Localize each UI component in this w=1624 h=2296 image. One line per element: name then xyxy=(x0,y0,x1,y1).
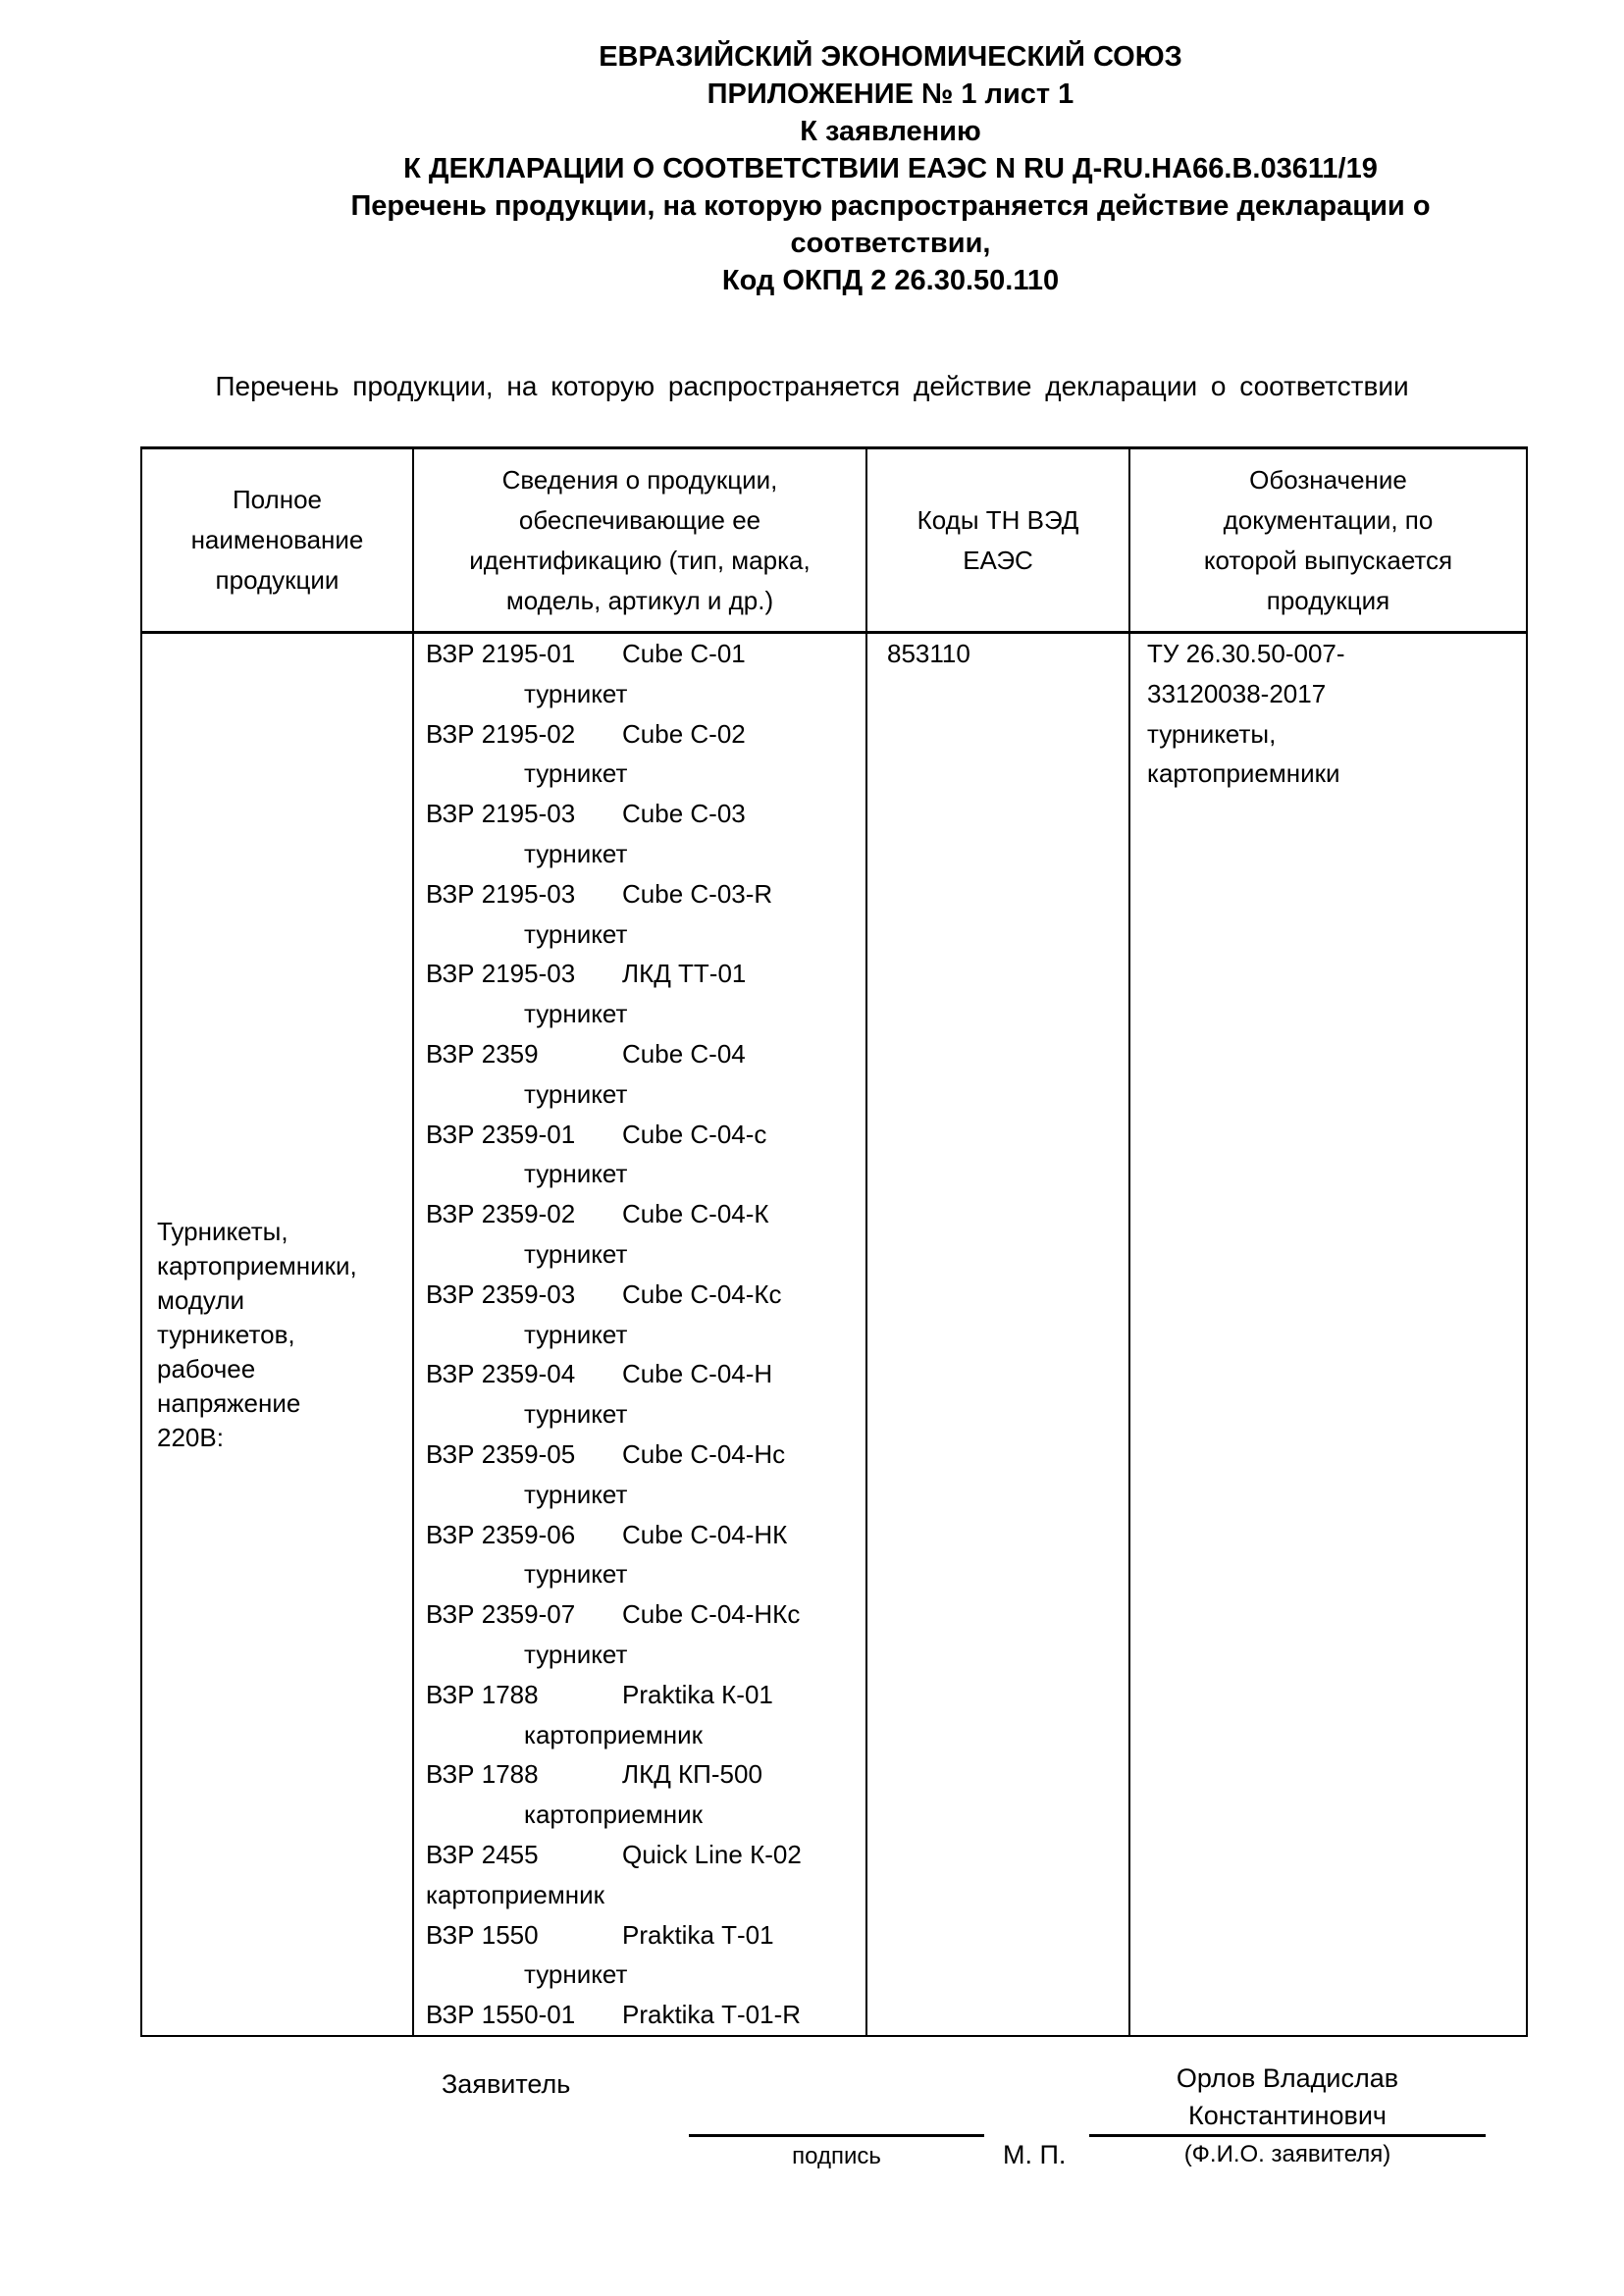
table-header-row xyxy=(141,448,1527,633)
text-line: модули xyxy=(157,1284,245,1315)
text-line: 220В: xyxy=(157,1422,224,1452)
product-model-line xyxy=(426,1515,860,1555)
signature-block xyxy=(689,2037,984,2170)
cell-product-list xyxy=(413,633,866,2037)
product-type-line: картоприемник xyxy=(524,1719,704,1749)
products-table xyxy=(140,446,1528,2037)
product-code: ВЗР 2359-04 xyxy=(426,1359,576,1389)
text-line: наименование xyxy=(190,525,364,554)
product-code: ВЗР 2359-06 xyxy=(426,1519,576,1549)
header-cell-documentation xyxy=(1129,448,1527,633)
product-code: ВЗР 2195-03 xyxy=(426,959,576,989)
product-code: ВЗР 1550 xyxy=(426,1919,539,1950)
product-name: Cube C-02 xyxy=(622,718,746,749)
product-code: ВЗР 2359-07 xyxy=(426,1599,576,1630)
product-model-line xyxy=(426,1594,860,1635)
product-model-line xyxy=(426,1835,860,1875)
title-line: Код ОКПД 2 26.30.50.110 xyxy=(721,265,1060,296)
text-line: 33120038-2017 xyxy=(1147,678,1327,708)
text-line: ЕАЭС xyxy=(963,545,1033,575)
title-line: соответствии, xyxy=(790,228,991,259)
product-name: Cube C-03 xyxy=(622,799,746,829)
product-code: ВЗР 1550-01 xyxy=(426,2000,576,2030)
text-line: ТУ 26.30.50-007- xyxy=(1147,639,1345,668)
title-line: ЕВРАЗИЙСКИЙ ЭКОНОМИЧЕСКИЙ СОЮЗ xyxy=(599,41,1182,73)
product-model-line xyxy=(426,1675,860,1715)
product-name: ЛКД ТТ-01 xyxy=(622,959,747,989)
cell-product-full-name xyxy=(141,633,413,2037)
product-name: Praktika Т-01-R xyxy=(622,2000,802,2030)
product-model-line xyxy=(426,794,860,834)
title-line: ПРИЛОЖЕНИЕ № 1 лист 1 xyxy=(707,78,1074,110)
product-code: ВЗР 2195-02 xyxy=(426,718,576,749)
text-line: модель, артикул и др.) xyxy=(505,585,774,615)
text-line: турникеты, xyxy=(1147,718,1277,749)
product-type-line: турникет xyxy=(524,1479,628,1509)
product-name: Cube C-04-Нс xyxy=(622,1438,786,1469)
product-code: ВЗР 2359-01 xyxy=(426,1119,576,1149)
product-code: ВЗР 2455 xyxy=(426,1839,539,1869)
text-line: Полное xyxy=(232,485,323,514)
product-model-line xyxy=(426,1354,860,1394)
product-name: ЛКД КП-500 xyxy=(622,1759,762,1790)
product-model-line xyxy=(426,1995,860,2035)
fio-block xyxy=(1089,2060,1486,2168)
product-model-line xyxy=(426,1754,860,1795)
product-name: Cube C-04 xyxy=(622,1038,746,1069)
product-model-line xyxy=(426,634,860,674)
text-line: идентификацию (тип, марка, xyxy=(469,545,811,575)
applicant-label: Заявитель xyxy=(442,2069,571,2099)
text-line: картоприемники, xyxy=(157,1250,357,1280)
product-code: ВЗР 2359-02 xyxy=(426,1199,576,1229)
text-line: Орлов Владислав xyxy=(1176,2063,1399,2093)
product-model-line xyxy=(426,954,860,994)
product-name: Quick Line К-02 xyxy=(622,1839,802,1869)
text-line: рабочее xyxy=(157,1353,256,1383)
product-type-line: турникет xyxy=(524,1399,628,1430)
text-line: документации, по xyxy=(1223,504,1434,535)
table-body-row xyxy=(141,633,1527,2037)
product-code: ВЗР 1788 xyxy=(426,1679,539,1709)
product-code: ВЗР 2195-03 xyxy=(426,878,576,909)
product-type-line: турникет xyxy=(524,1319,628,1349)
fio-line xyxy=(1089,2134,1486,2137)
signature-caption: подпись xyxy=(792,2143,881,2169)
product-name: Praktika Т-01 xyxy=(622,1919,774,1950)
text-line: которой выпускается xyxy=(1203,545,1453,575)
document-title-block xyxy=(0,0,1624,299)
text-line: напряжение xyxy=(157,1387,301,1418)
text-line: Турникеты, xyxy=(157,1216,288,1246)
product-code: ВЗР 2359-03 xyxy=(426,1278,576,1309)
tnved-code: 853110 xyxy=(887,639,970,668)
product-name: Cube C-04-НКс xyxy=(622,1599,801,1630)
product-code: ВЗР 2359-05 xyxy=(426,1438,576,1469)
text-line: Коды ТН ВЭД xyxy=(917,504,1079,535)
product-name: Cube C-04-НК xyxy=(622,1519,788,1549)
cell-tnved-code xyxy=(866,633,1129,2037)
product-type-line: турникет xyxy=(524,1159,628,1189)
header-cell-product-info xyxy=(413,448,866,633)
product-model-line xyxy=(426,1435,860,1475)
product-model-line xyxy=(426,874,860,914)
title-line: К заявлению xyxy=(800,116,981,147)
product-type-line: турникет xyxy=(524,1559,628,1590)
applicant-name xyxy=(1089,2060,1486,2134)
product-model-line xyxy=(426,1115,860,1155)
title-line: Перечень продукции, на которую распространяется действие декларации о xyxy=(350,190,1431,222)
product-model-line xyxy=(426,1194,860,1234)
text-line: продукции xyxy=(215,565,340,595)
text-line: обеспечивающие ее xyxy=(518,504,761,535)
product-name: Cube C-04-К xyxy=(622,1199,769,1229)
document-subtitle: Перечень продукции, на которую распространяется действие декларации о соответствии xyxy=(215,371,1409,401)
product-model-line xyxy=(426,1915,860,1956)
product-type-line: турникет xyxy=(524,1959,628,1990)
product-model-line xyxy=(426,1275,860,1315)
product-code: ВЗР 2195-01 xyxy=(426,639,576,668)
header-cell-full-name xyxy=(141,448,413,633)
product-type-line: турникет xyxy=(524,1639,628,1669)
product-model-line xyxy=(426,714,860,755)
text-line: турникетов, xyxy=(157,1319,295,1349)
product-name: Cube C-03-R xyxy=(622,878,773,909)
product-type-line: турникет xyxy=(524,678,628,708)
text-line: картоприемники xyxy=(1147,758,1340,789)
product-name: Cube C-04-Кс xyxy=(622,1278,782,1309)
title-line: К ДЕКЛАРАЦИИ О СООТВЕТСТВИИ ЕАЭС N RU Д-RU.НА66.В.03611/19 xyxy=(403,153,1378,184)
product-type-line: турникет xyxy=(524,1078,628,1109)
text-line: Обозначение xyxy=(1249,464,1407,495)
stamp-label: М. П. xyxy=(1003,2140,1067,2169)
product-code: ВЗР 1788 xyxy=(426,1759,539,1790)
product-type-line: турникет xyxy=(524,758,628,789)
product-name: Praktika К-01 xyxy=(622,1679,773,1709)
text-line: Константинович xyxy=(1187,2101,1387,2130)
product-code: ВЗР 2195-03 xyxy=(426,799,576,829)
header-cell-tnved-codes xyxy=(866,448,1129,633)
product-model-line xyxy=(426,1034,860,1074)
signature-line xyxy=(689,2134,984,2137)
product-type-line: картоприемник xyxy=(524,1800,704,1830)
cell-documentation xyxy=(1129,633,1527,2037)
product-type-line: картоприемник xyxy=(426,1879,605,1909)
fio-caption: (Ф.И.О. заявителя) xyxy=(1183,2141,1391,2167)
product-type-line: турникет xyxy=(524,1238,628,1269)
product-code: ВЗР 2359 xyxy=(426,1038,539,1069)
product-type-line: турникет xyxy=(524,999,628,1029)
text-line: Сведения о продукции, xyxy=(501,464,778,495)
signature-footer xyxy=(0,2037,1624,2292)
text-line: продукция xyxy=(1266,585,1390,615)
product-name: Cube C-04-Н xyxy=(622,1359,773,1389)
product-name: Cube C-01 xyxy=(622,639,746,668)
product-type-line: турникет xyxy=(524,838,628,868)
product-type-line: турникет xyxy=(524,918,628,949)
product-name: Cube C-04-с xyxy=(622,1119,767,1149)
